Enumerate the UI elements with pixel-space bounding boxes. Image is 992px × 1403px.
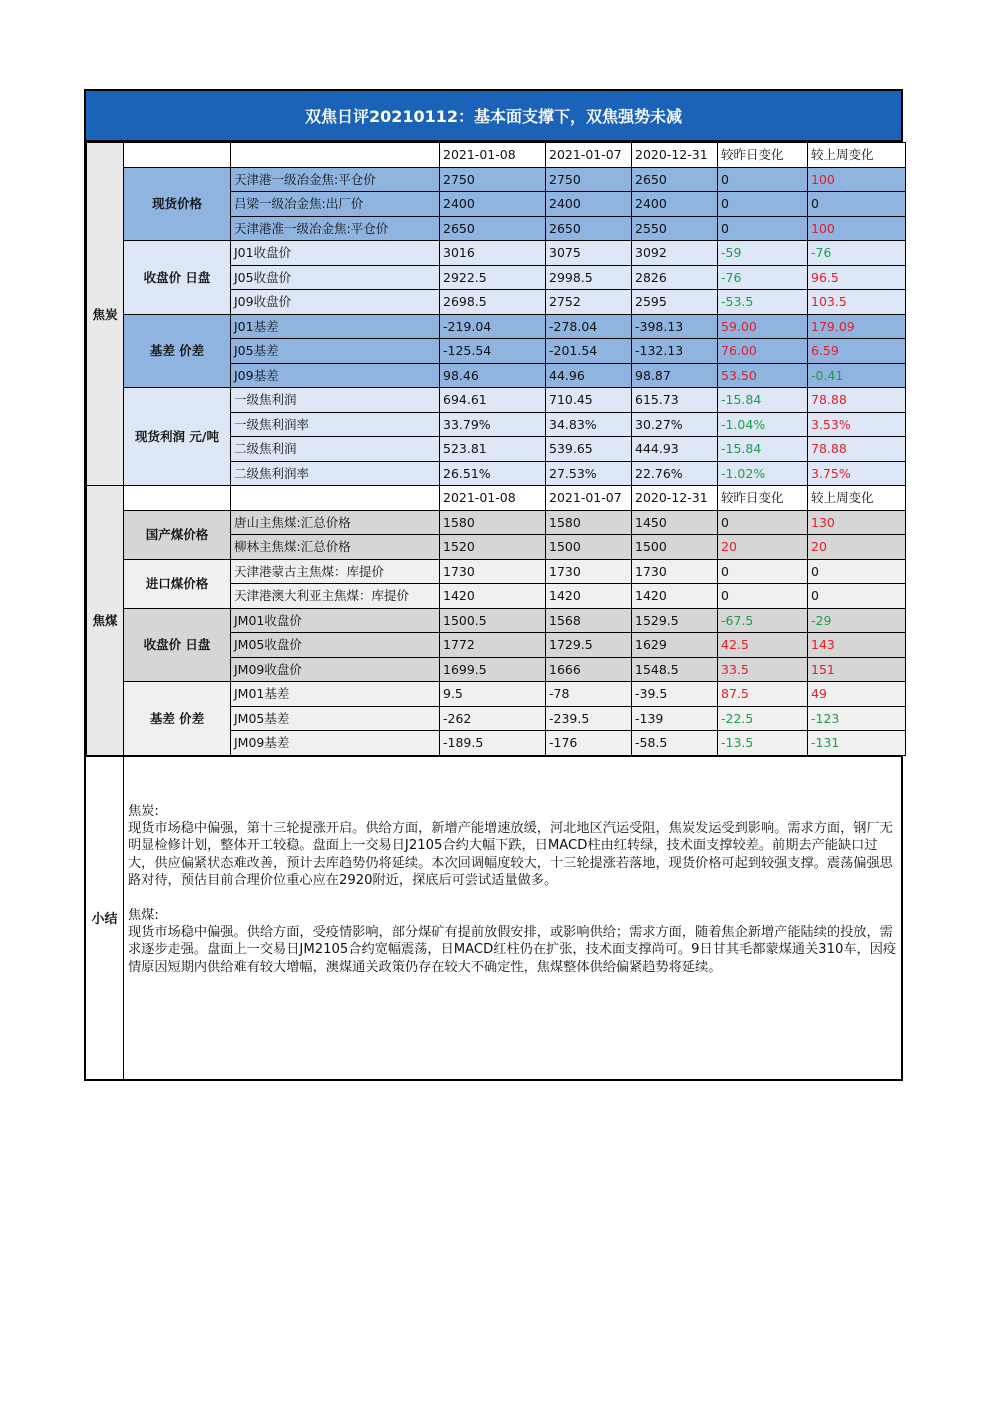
cell-d2: -76 <box>808 241 906 266</box>
group-label: 收盘价 日盘 <box>124 241 231 315</box>
cell-v2: 1666 <box>546 657 632 682</box>
group-label: 基差 价差 <box>124 314 231 388</box>
column-header: 2021-01-07 <box>546 143 632 168</box>
table-row <box>87 559 906 584</box>
cell-v2: -201.54 <box>546 339 632 364</box>
cell-d2: 0 <box>808 584 906 609</box>
cell-v2: 1568 <box>546 608 632 633</box>
row-label: JM01收盘价 <box>231 608 440 633</box>
row-label: JM05基差 <box>231 706 440 731</box>
cell-d1: 0 <box>718 167 808 192</box>
group-label: 现货利润 元/吨 <box>124 388 231 486</box>
group-label: 收盘价 日盘 <box>124 608 231 682</box>
cell-d1: 59.00 <box>718 314 808 339</box>
section-label: 焦炭 <box>87 143 124 486</box>
row-label: J05基差 <box>231 339 440 364</box>
summary-body <box>124 757 901 1079</box>
cell-v3: 615.73 <box>632 388 718 413</box>
cell-v3: 2595 <box>632 290 718 315</box>
row-label: J05收盘价 <box>231 265 440 290</box>
coal-summary-text: 现货市场稳中偏强。供给方面，受疫情影响，部分煤矿有提前放假安排，或影响供给；需求方面，随着焦企新增产能陆续的投放，需求逐步走强。盘面上一交易日JM2105合约宽幅震荡，日MACD红柱仍在扩张，技术面支撑尚可。9日甘其毛都蒙煤通关310车，因疫情原因短期内供给难有较大增幅，澳煤通关政策仍存在较大不确定性，焦煤整体供给偏紧趋势将延续。 <box>128 924 897 975</box>
column-header: 较上周变化 <box>808 486 906 511</box>
cell-d1: 20 <box>718 535 808 560</box>
cell-v3: 1420 <box>632 584 718 609</box>
row-label: 天津港澳大利亚主焦煤：库提价 <box>231 584 440 609</box>
cell-v2: 3075 <box>546 241 632 266</box>
cell-v1: 26.51% <box>440 461 546 486</box>
cell-v1: 2922.5 <box>440 265 546 290</box>
cell-v1: 1500.5 <box>440 608 546 633</box>
cell-d1: 76.00 <box>718 339 808 364</box>
cell-v1: 1580 <box>440 510 546 535</box>
column-header: 较上周变化 <box>808 143 906 168</box>
cell-v1: -189.5 <box>440 731 546 756</box>
table-row <box>87 510 906 535</box>
cell-v2: 2752 <box>546 290 632 315</box>
cell-v3: -139 <box>632 706 718 731</box>
cell-d2: 49 <box>808 682 906 707</box>
cell-v1: 2698.5 <box>440 290 546 315</box>
cell-v3: 2650 <box>632 167 718 192</box>
cell-v3: 1730 <box>632 559 718 584</box>
table-row <box>87 241 906 266</box>
cell-d2: 3.53% <box>808 412 906 437</box>
column-header: 2020-12-31 <box>632 143 718 168</box>
cell-d2: 0 <box>808 192 906 217</box>
cell-v2: 2750 <box>546 167 632 192</box>
cell-v2: 1729.5 <box>546 633 632 658</box>
column-header <box>231 486 440 511</box>
cell-v3: 22.76% <box>632 461 718 486</box>
cell-d1: -59 <box>718 241 808 266</box>
cell-d2: 151 <box>808 657 906 682</box>
cell-v1: 1730 <box>440 559 546 584</box>
cell-d2: 78.88 <box>808 437 906 462</box>
cell-d2: 103.5 <box>808 290 906 315</box>
cell-d1: -1.02% <box>718 461 808 486</box>
row-label: 一级焦利润率 <box>231 412 440 437</box>
daily-report <box>84 89 903 1081</box>
cell-v1: 1520 <box>440 535 546 560</box>
cell-d1: -15.84 <box>718 388 808 413</box>
cell-d2: 78.88 <box>808 388 906 413</box>
table-row <box>87 682 906 707</box>
cell-d2: 20 <box>808 535 906 560</box>
cell-d2: 0 <box>808 559 906 584</box>
cell-v3: 1629 <box>632 633 718 658</box>
cell-v1: -125.54 <box>440 339 546 364</box>
cell-v3: -39.5 <box>632 682 718 707</box>
cell-v2: 34.83% <box>546 412 632 437</box>
cell-v3: -132.13 <box>632 339 718 364</box>
cell-d1: -53.5 <box>718 290 808 315</box>
cell-v2: -78 <box>546 682 632 707</box>
table-row <box>87 314 906 339</box>
coal-summary-title: 焦煤: <box>128 907 159 923</box>
column-header: 2021-01-08 <box>440 143 546 168</box>
column-header: 较昨日变化 <box>718 486 808 511</box>
cell-d2: -131 <box>808 731 906 756</box>
cell-d2: 100 <box>808 216 906 241</box>
table-row <box>87 608 906 633</box>
cell-v3: 1500 <box>632 535 718 560</box>
row-label: J09收盘价 <box>231 290 440 315</box>
row-label: 柳林主焦煤:汇总价格 <box>231 535 440 560</box>
row-label: J01基差 <box>231 314 440 339</box>
report-title: 双焦日评20210112：基本面支撑下，双焦强势未减 <box>86 91 901 142</box>
cell-v1: 523.81 <box>440 437 546 462</box>
group-label: 现货价格 <box>124 167 231 241</box>
cell-v3: 1529.5 <box>632 608 718 633</box>
cell-v3: 98.87 <box>632 363 718 388</box>
cell-v2: -239.5 <box>546 706 632 731</box>
cell-v2: 2650 <box>546 216 632 241</box>
cell-d1: 0 <box>718 584 808 609</box>
column-header: 2021-01-08 <box>440 486 546 511</box>
row-label: JM09收盘价 <box>231 657 440 682</box>
cell-d1: -1.04% <box>718 412 808 437</box>
cell-v2: 539.65 <box>546 437 632 462</box>
cell-d1: -13.5 <box>718 731 808 756</box>
row-label: 吕梁一级冶金焦:出厂价 <box>231 192 440 217</box>
cell-d1: 42.5 <box>718 633 808 658</box>
cell-v1: 1699.5 <box>440 657 546 682</box>
cell-v2: -176 <box>546 731 632 756</box>
cell-v2: 44.96 <box>546 363 632 388</box>
table-row <box>87 388 906 413</box>
cell-d2: 130 <box>808 510 906 535</box>
cell-v3: 3092 <box>632 241 718 266</box>
cell-d1: -67.5 <box>718 608 808 633</box>
cell-v2: 1500 <box>546 535 632 560</box>
cell-d2: 179.09 <box>808 314 906 339</box>
cell-v3: 2400 <box>632 192 718 217</box>
group-label: 基差 价差 <box>124 682 231 756</box>
cell-d1: 0 <box>718 510 808 535</box>
cell-d1: 0 <box>718 216 808 241</box>
cell-v2: 2400 <box>546 192 632 217</box>
cell-d2: -29 <box>808 608 906 633</box>
cell-v1: 2650 <box>440 216 546 241</box>
cell-v1: -262 <box>440 706 546 731</box>
cell-v1: 694.61 <box>440 388 546 413</box>
cell-d2: 3.75% <box>808 461 906 486</box>
header-blank <box>124 486 231 511</box>
cell-d1: 0 <box>718 559 808 584</box>
row-label: J01收盘价 <box>231 241 440 266</box>
row-label: 二级焦利润 <box>231 437 440 462</box>
cell-d1: 87.5 <box>718 682 808 707</box>
group-label: 进口煤价格 <box>124 559 231 608</box>
coke-section <box>87 143 906 486</box>
cell-v1: 9.5 <box>440 682 546 707</box>
cell-d1: 53.50 <box>718 363 808 388</box>
cell-v3: 1548.5 <box>632 657 718 682</box>
cell-v2: 1420 <box>546 584 632 609</box>
row-label: JM01基差 <box>231 682 440 707</box>
cell-d2: 6.59 <box>808 339 906 364</box>
cell-v3: 444.93 <box>632 437 718 462</box>
cell-v3: 2826 <box>632 265 718 290</box>
summary-label: 小结 <box>86 757 124 1079</box>
cell-v3: 1450 <box>632 510 718 535</box>
coke-summary-title: 焦炭: <box>128 803 159 819</box>
row-label: J09基差 <box>231 363 440 388</box>
coke-summary-text: 现货市场稳中偏强，第十三轮提涨开启。供给方面，新增产能增速放缓，河北地区汽运受阻，焦炭发运受到影响。需求方面，钢厂无明显检修计划，整体开工较稳。盘面上一交易日J2105合约大幅下跌，日MACD柱由红转绿，技术面支撑较差。前期去产能缺口过大，供应偏紧状态难改善，预计去库趋势仍将延续。本次回调幅度较大，十三轮提涨若落地，现货价格可起到较强支撑。震荡偏强思路对待，预估目前合理价位重心应在2920附近，探底后可尝试适量做多。 <box>128 820 893 889</box>
cell-d1: -15.84 <box>718 437 808 462</box>
cell-d2: 96.5 <box>808 265 906 290</box>
row-label: 二级焦利润率 <box>231 461 440 486</box>
section-label: 焦煤 <box>87 486 124 756</box>
cell-d1: 0 <box>718 192 808 217</box>
cell-v3: -58.5 <box>632 731 718 756</box>
row-label: 唐山主焦煤:汇总价格 <box>231 510 440 535</box>
cell-d2: 143 <box>808 633 906 658</box>
row-label: 天津港蒙古主焦煤：库提价 <box>231 559 440 584</box>
cell-v1: 2400 <box>440 192 546 217</box>
header-row <box>87 486 906 511</box>
cell-v2: -278.04 <box>546 314 632 339</box>
cell-d1: 33.5 <box>718 657 808 682</box>
cell-v1: 1772 <box>440 633 546 658</box>
row-label: 天津港一级冶金焦:平仓价 <box>231 167 440 192</box>
cell-v1: 98.46 <box>440 363 546 388</box>
table-row <box>87 167 906 192</box>
cell-v1: 2750 <box>440 167 546 192</box>
column-header <box>231 143 440 168</box>
cell-v3: 2550 <box>632 216 718 241</box>
cell-d2: 100 <box>808 167 906 192</box>
cell-v1: 33.79% <box>440 412 546 437</box>
group-label: 国产煤价格 <box>124 510 231 559</box>
column-header: 较昨日变化 <box>718 143 808 168</box>
header-blank <box>124 143 231 168</box>
cell-v1: 3016 <box>440 241 546 266</box>
cell-v1: 1420 <box>440 584 546 609</box>
row-label: 一级焦利润 <box>231 388 440 413</box>
cell-d1: -76 <box>718 265 808 290</box>
column-header: 2020-12-31 <box>632 486 718 511</box>
header-row <box>87 143 906 168</box>
cell-d2: -0.41 <box>808 363 906 388</box>
cell-v3: -398.13 <box>632 314 718 339</box>
column-header: 2021-01-07 <box>546 486 632 511</box>
cell-v2: 1730 <box>546 559 632 584</box>
cell-v2: 2998.5 <box>546 265 632 290</box>
cell-d1: -22.5 <box>718 706 808 731</box>
cell-v2: 710.45 <box>546 388 632 413</box>
coal-section <box>87 486 906 756</box>
cell-v3: 30.27% <box>632 412 718 437</box>
row-label: JM09基差 <box>231 731 440 756</box>
data-table <box>86 142 906 756</box>
cell-v2: 27.53% <box>546 461 632 486</box>
cell-v2: 1580 <box>546 510 632 535</box>
cell-d2: -123 <box>808 706 906 731</box>
cell-v1: -219.04 <box>440 314 546 339</box>
row-label: 天津港准一级冶金焦:平仓价 <box>231 216 440 241</box>
row-label: JM05收盘价 <box>231 633 440 658</box>
summary-section <box>86 756 901 1079</box>
